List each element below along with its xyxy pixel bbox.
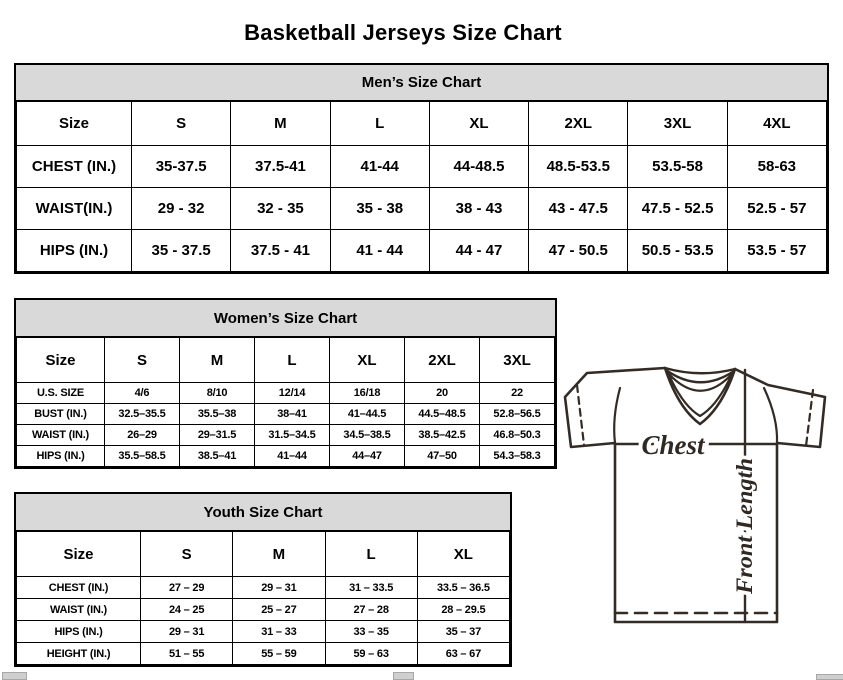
value-cell: M [233,532,325,577]
row-label-cell: WAIST (IN.) [17,425,105,446]
row-label-cell: Size [17,102,132,146]
womens-size-chart [14,298,557,469]
size-header-row [17,532,510,577]
value-cell: 50.5 - 53.5 [628,230,727,272]
table-row [17,146,827,188]
page-title: Basketball Jerseys Size Chart [244,19,562,45]
jersey-outline [565,368,825,622]
value-cell: XL [330,338,405,383]
table-row [17,383,555,404]
value-cell: 38 - 43 [429,188,528,230]
value-cell: 47 - 50.5 [529,230,628,272]
value-cell: 35 - 38 [330,188,429,230]
value-cell: 4XL [727,102,826,146]
womens-size-chart-title: Women’s Size Chart [16,300,555,337]
value-cell: 47.5 - 52.5 [628,188,727,230]
value-cell: 31 – 33 [233,621,325,643]
right-armhole-seam [764,388,777,443]
row-label-cell: CHEST (IN.) [17,146,132,188]
value-cell: 3XL [480,338,555,383]
value-cell: 26–29 [105,425,180,446]
value-cell: S [141,532,233,577]
row-label-cell: BUST (IN.) [17,404,105,425]
value-cell: L [330,102,429,146]
value-cell: S [132,102,231,146]
value-cell: 52.8–56.5 [480,404,555,425]
value-cell: 63 – 67 [417,643,509,665]
value-cell: 33.5 – 36.5 [417,577,509,599]
value-cell: 55 – 59 [233,643,325,665]
value-cell: 38–41 [255,404,330,425]
row-label-cell: U.S. SIZE [17,383,105,404]
table-row [17,643,510,665]
value-cell: 41–44.5 [330,404,405,425]
value-cell: 38.5–42.5 [405,425,480,446]
table-row [17,404,555,425]
value-cell: M [231,102,330,146]
mens-size-chart [14,63,829,274]
mens-size-table [16,101,827,272]
value-cell: 32.5–35.5 [105,404,180,425]
value-cell: 32 - 35 [231,188,330,230]
value-cell: 58-63 [727,146,826,188]
size-header-row [17,102,827,146]
table-row [17,230,827,272]
youth-size-chart [14,492,512,667]
value-cell: 41-44 [330,146,429,188]
value-cell: 31 – 33.5 [325,577,417,599]
value-cell: XL [429,102,528,146]
value-cell: 47–50 [405,446,480,467]
value-cell: 59 – 63 [325,643,417,665]
row-label-cell: HIPS (IN.) [17,230,132,272]
front-length-label: Front Length [732,465,757,594]
value-cell: 16/18 [330,383,405,404]
value-cell: 35.5–38 [180,404,255,425]
value-cell: 52.5 - 57 [727,188,826,230]
table-row [17,577,510,599]
value-cell: 35 – 37 [417,621,509,643]
row-label-cell: CHEST (IN.) [17,577,141,599]
value-cell: 24 – 25 [141,599,233,621]
chest-label: Chest [641,430,705,460]
value-cell: 38.5–41 [180,446,255,467]
value-cell: 54.3–58.3 [480,446,555,467]
value-cell: 27 – 28 [325,599,417,621]
value-cell: 44.5–48.5 [405,404,480,425]
row-label-cell: Size [17,532,141,577]
value-cell: 20 [405,383,480,404]
value-cell: 41 - 44 [330,230,429,272]
table-row [17,425,555,446]
right-cuff-dashed-line [806,390,813,446]
value-cell: 33 – 35 [325,621,417,643]
row-label-cell: HIPS (IN.) [17,621,141,643]
value-cell: L [255,338,330,383]
value-cell: 35 - 37.5 [132,230,231,272]
value-cell: 35-37.5 [132,146,231,188]
value-cell: 44-48.5 [429,146,528,188]
row-label-cell: Size [17,338,105,383]
value-cell: 44 - 47 [429,230,528,272]
value-cell: 44–47 [330,446,405,467]
value-cell: 22 [480,383,555,404]
value-cell: 34.5–38.5 [330,425,405,446]
row-label-cell: HIPS (IN.) [17,446,105,467]
value-cell: 2XL [529,102,628,146]
value-cell: XL [417,532,509,577]
value-cell: 51 – 55 [141,643,233,665]
value-cell: 8/10 [180,383,255,404]
value-cell: 35.5–58.5 [105,446,180,467]
value-cell: 53.5-58 [628,146,727,188]
table-row [17,446,555,467]
value-cell: 4/6 [105,383,180,404]
value-cell: S [105,338,180,383]
value-cell: 3XL [628,102,727,146]
jersey-measurement-diagram [556,358,841,638]
value-cell: 41–44 [255,446,330,467]
value-cell: 29 – 31 [233,577,325,599]
row-label-cell: HEIGHT (IN.) [17,643,141,665]
size-header-row [17,338,555,383]
value-cell: 37.5 - 41 [231,230,330,272]
youth-size-table [16,531,510,665]
row-label-cell: WAIST (IN.) [17,599,141,621]
table-row [17,621,510,643]
value-cell: 12/14 [255,383,330,404]
value-cell: L [325,532,417,577]
table-row [17,599,510,621]
row-label-cell: WAIST(IN.) [17,188,132,230]
collar-top-arc [665,368,735,373]
value-cell: 46.8–50.3 [480,425,555,446]
value-cell: 48.5-53.5 [529,146,628,188]
value-cell: 29 - 32 [132,188,231,230]
value-cell: M [180,338,255,383]
value-cell: 27 – 29 [141,577,233,599]
womens-size-table [16,337,555,467]
value-cell: 28 – 29.5 [417,599,509,621]
value-cell: 31.5–34.5 [255,425,330,446]
value-cell: 25 – 27 [233,599,325,621]
mens-size-chart-title: Men’s Size Chart [16,65,827,101]
value-cell: 43 - 47.5 [529,188,628,230]
horizontal-scrollbar-fragment-right[interactable] [816,674,843,680]
table-row [17,188,827,230]
youth-size-chart-title: Youth Size Chart [16,494,510,531]
value-cell: 37.5-41 [231,146,330,188]
value-cell: 53.5 - 57 [727,230,826,272]
left-cuff-dashed-line [577,385,584,445]
value-cell: 29 – 31 [141,621,233,643]
value-cell: 29–31.5 [180,425,255,446]
left-armhole-seam [614,388,620,443]
value-cell: 2XL [405,338,480,383]
